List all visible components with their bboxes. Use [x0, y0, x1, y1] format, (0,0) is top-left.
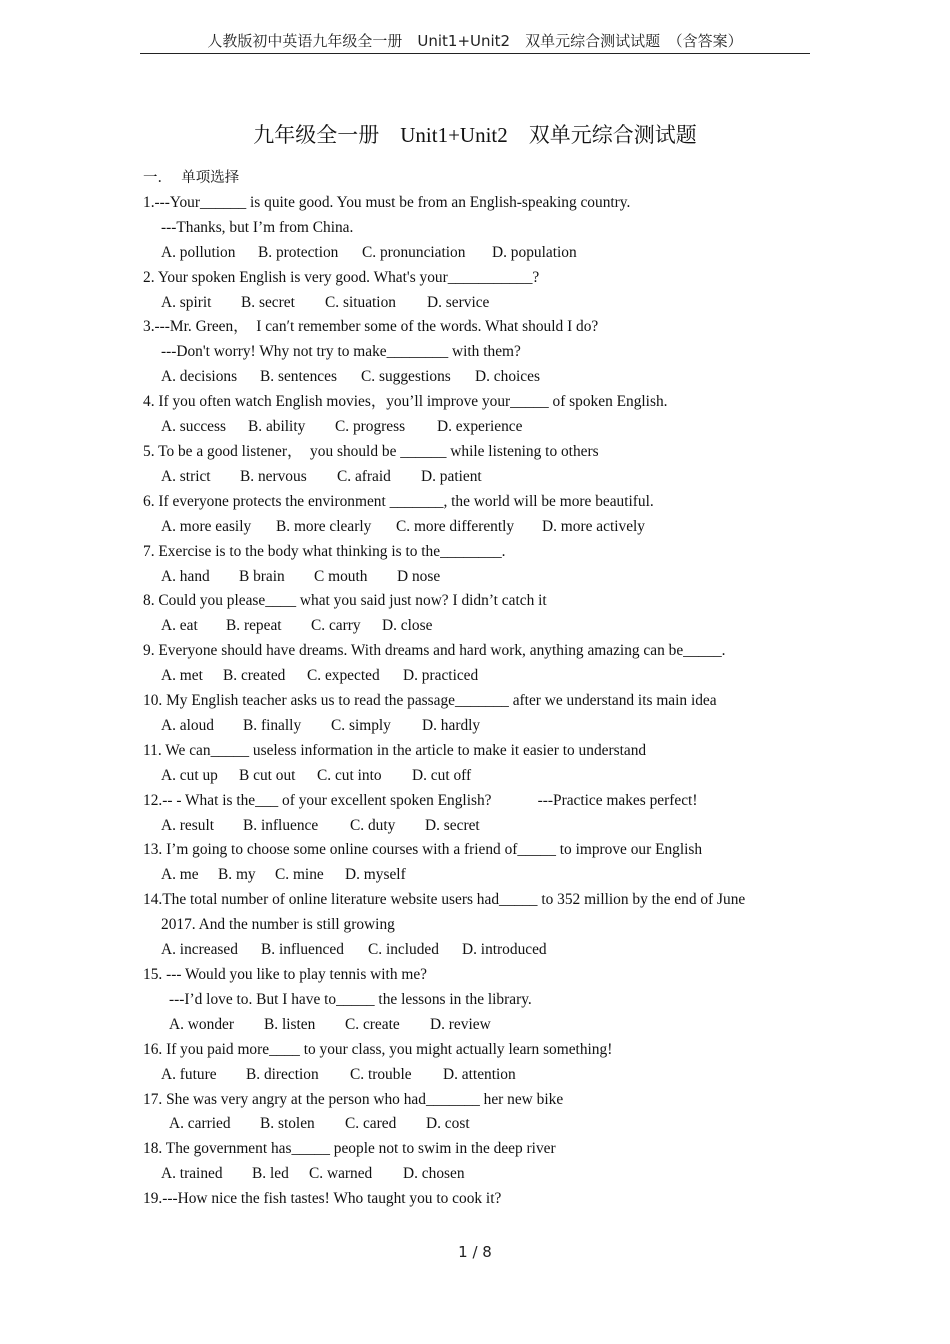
option-d: D. cost [426, 1115, 470, 1133]
running-header: 人教版初中英语九年级全一册 Unit1+Unit2 双单元综合测试试题 （含答案） [207, 32, 743, 50]
header-rule [140, 53, 810, 54]
option-d: D. practiced [403, 667, 479, 685]
option-a: A. hand [161, 567, 210, 585]
option-a: A. spirit [161, 293, 212, 311]
question-6-options [143, 515, 815, 540]
option-b: B. secret [241, 293, 295, 311]
option-d: D. secret [425, 816, 480, 834]
section-heading: 一． 单项选择 [143, 170, 240, 186]
option-b: B. created [223, 667, 286, 685]
option-a: A. result [161, 816, 215, 834]
question-13-stem: 13. I’m going to choose some online courses with a friend of_____ to improve our English [143, 841, 703, 859]
question-8-stem: 8. Could you please____ what you said just now? I didn’t catch it [143, 592, 547, 610]
option-c: C. cut into [317, 766, 382, 784]
option-b: B. sentences [260, 368, 337, 386]
option-b: B. led [252, 1165, 289, 1183]
option-b: B cut out [239, 766, 296, 784]
question-2-stem: 2. Your spoken English is very good. What's your___________? [143, 268, 540, 286]
option-b: B. more clearly [276, 517, 372, 535]
option-d: D. chosen [403, 1165, 465, 1183]
question-15-stem-line2: ---I’d love to. But I have to_____ the lessons in the library. [169, 990, 532, 1008]
option-a: A. aloud [161, 716, 215, 734]
option-d: D. attention [443, 1065, 516, 1083]
option-b: B. listen [264, 1015, 316, 1033]
option-c: C. carry [311, 617, 361, 635]
option-c: C. mine [275, 866, 324, 884]
page-indicator: 1 / 8 [458, 1243, 492, 1261]
option-c: C. afraid [337, 467, 391, 485]
option-b: B. protection [258, 243, 339, 261]
option-a: A. trained [161, 1165, 223, 1183]
question-13-options [143, 863, 815, 888]
option-a: A. more easily [161, 517, 252, 535]
question-9-stem: 9. Everyone should have dreams. With dreams and hard work, anything amazing can be_____. [143, 642, 726, 660]
option-a: A. eat [161, 617, 198, 635]
question-19-stem: 19.---How nice the fish tastes! Who taught you to cook it? [143, 1190, 502, 1208]
question-18-stem: 18. The government has_____ people not to swim in the deep river [143, 1140, 556, 1158]
option-c: C. included [368, 941, 439, 959]
option-a: A. strict [161, 467, 211, 485]
option-c: C. suggestions [361, 368, 451, 386]
option-b: B. ability [248, 418, 306, 436]
option-d: D. population [492, 243, 577, 261]
option-b: B. repeat [226, 617, 282, 635]
option-c: C. more differently [396, 517, 515, 535]
option-d: D. myself [345, 866, 406, 884]
document-title: 九年级全一册 Unit1+Unit2 双单元综合测试题 [253, 123, 697, 147]
option-c: C mouth [314, 567, 368, 585]
option-d: D. hardly [422, 716, 481, 734]
option-a: A. cut up [161, 766, 218, 784]
question-17-options [143, 1112, 815, 1137]
question-10-options [143, 714, 815, 739]
option-c: C. pronunciation [362, 243, 466, 261]
option-d: D. service [427, 293, 490, 311]
question-7-options [143, 565, 815, 590]
question-17-stem: 17. She was very angry at the person who had_______ her new bike [143, 1090, 564, 1108]
option-b: B. nervous [240, 467, 307, 485]
question-3-options [143, 365, 815, 390]
question-8-options [143, 614, 815, 639]
option-b: B. my [218, 866, 256, 884]
question-1-stem: 1.---Your______ is quite good. You must be from an English-speaking country. [143, 193, 631, 211]
option-b: B. influence [243, 816, 319, 834]
question-16-stem: 16. If you paid more____ to your class, you might actually learn something! [143, 1040, 613, 1058]
question-7-stem: 7. Exercise is to the body what thinking is to the________. [143, 542, 506, 560]
question-15-options [143, 1013, 815, 1038]
option-b: B brain [239, 567, 285, 585]
question-11-options [143, 764, 815, 789]
option-c: C. duty [350, 816, 396, 834]
option-b: B. stolen [260, 1115, 315, 1133]
option-c: C. progress [335, 418, 406, 436]
option-c: C. warned [309, 1165, 373, 1183]
question-5-stem: 5. To be a good listener， you should be ______ while listening to others [143, 442, 599, 460]
option-a: A. carried [169, 1115, 231, 1133]
option-d: D. more actively [542, 517, 645, 535]
question-15-stem: 15. --- Would you like to play tennis with me? [143, 966, 428, 983]
option-a: A. pollution [161, 243, 236, 261]
option-c: C. trouble [350, 1065, 412, 1083]
option-d: D. experience [437, 418, 523, 436]
option-d: D. choices [475, 368, 540, 386]
question-10-stem: 10. My English teacher asks us to read the passage_______ after we understand its main idea [143, 692, 717, 710]
option-c: C. expected [307, 667, 380, 685]
option-c: C. simply [331, 716, 391, 734]
option-a: A. decisions [161, 368, 238, 386]
question-14-stem-line2: 2017. And the number is still growing [161, 916, 395, 934]
question-14-options [143, 938, 815, 963]
option-b: B. direction [246, 1065, 319, 1083]
option-a: A. success [161, 418, 226, 436]
question-5-options [143, 465, 815, 490]
question-list [143, 166, 815, 1212]
question-16-options [143, 1063, 815, 1088]
option-b: B. finally [243, 716, 302, 734]
question-6-stem: 6. If everyone protects the environment _______, the world will be more beautiful. [143, 492, 654, 510]
option-a: A. met [161, 667, 203, 685]
option-d: D. introduced [462, 941, 547, 959]
option-a: A. wonder [169, 1015, 234, 1033]
option-d: D. patient [421, 467, 482, 485]
question-3-stem-line2: ---Don't worry! Why not try to make________ with them? [161, 343, 521, 361]
option-d: D. close [382, 617, 433, 635]
option-a: A. me [161, 866, 199, 884]
option-d: D. review [430, 1015, 491, 1033]
option-a: A. future [161, 1065, 217, 1083]
option-c: C. cared [345, 1115, 397, 1133]
question-18-options [143, 1162, 815, 1187]
question-3-stem: 3.---Mr. Green， I can′t remember some of the words. What should I do? [143, 318, 599, 336]
question-4-options [143, 415, 815, 440]
question-1-stem-line2: ---Thanks, but I’m from China. [161, 218, 354, 236]
question-11-stem: 11. We can_____ useless information in the article to make it easier to understand [143, 741, 647, 759]
question-12-options [143, 814, 815, 839]
question-2-options [143, 291, 815, 316]
question-1-options [143, 241, 815, 266]
option-c: C. create [345, 1015, 400, 1033]
option-b: B. influenced [261, 941, 344, 959]
question-12-stem: 12.-- - What is the___ of your excellent spoken English? ---Practice makes perfect! [143, 791, 698, 809]
question-9-options [143, 664, 815, 689]
option-a: A. increased [161, 941, 238, 959]
option-c: C. situation [325, 293, 396, 311]
option-d: D. cut off [412, 766, 472, 784]
option-d: D nose [397, 567, 441, 585]
question-14-stem: 14.The total number of online literature website users had_____ to 352 million by the end of June [143, 891, 746, 909]
question-4-stem: 4. If you often watch English movies，you’ll improve your_____ of spoken English. [143, 393, 668, 411]
